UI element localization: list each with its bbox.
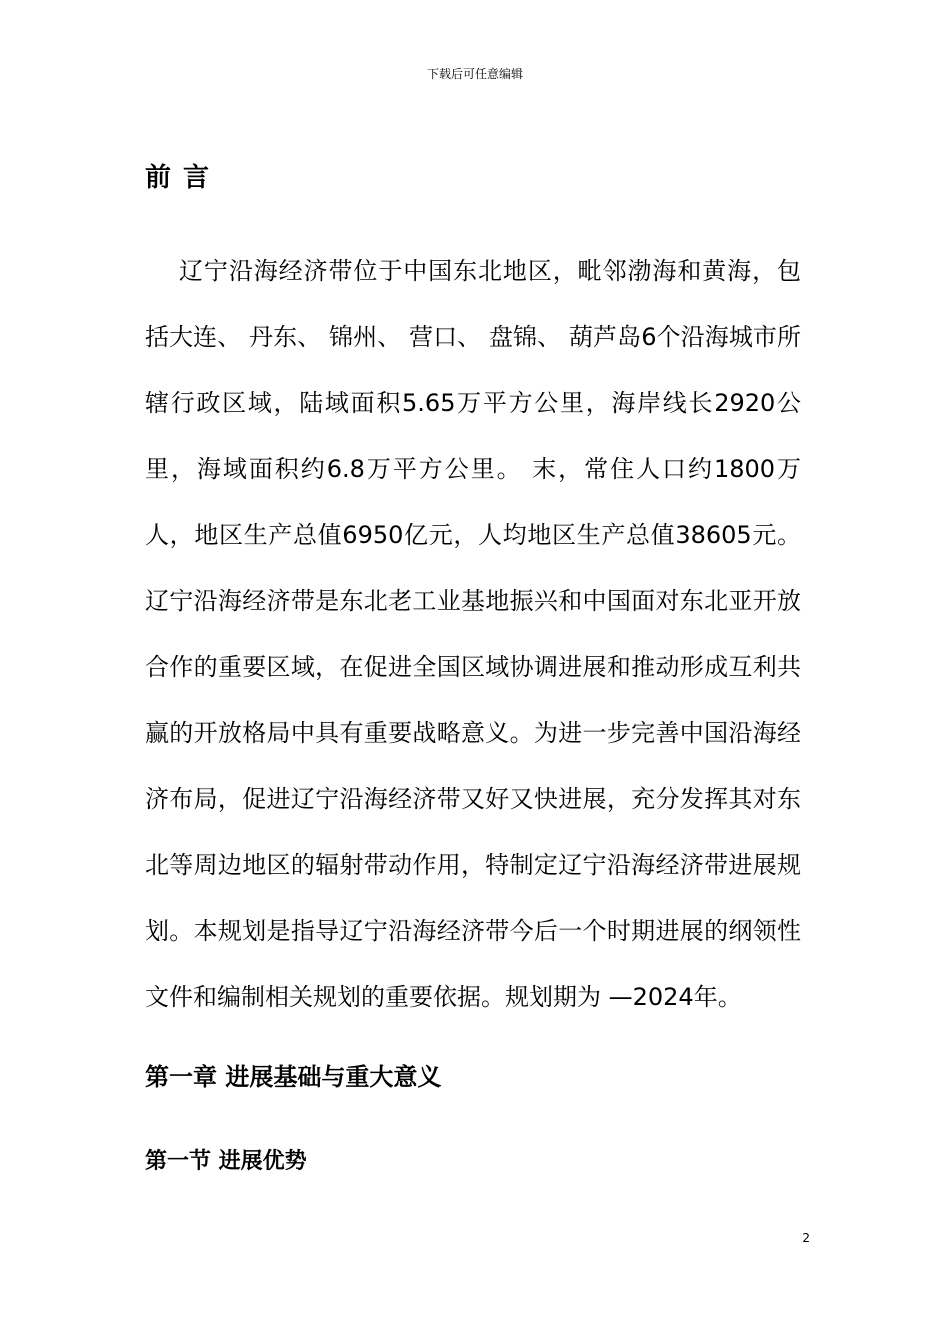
header-note: 下载后可任意编辑 (426, 67, 523, 81)
preface-title: 前言 (145, 163, 222, 193)
preface-paragraph: 辽宁沿海经济带位于中国东北地区，毗邻渤海和黄海，包括大连、 丹东、 锦州、 营口、 盘锦、 葫芦岛6个沿海城市所辖行政区域，陆域面积5.65万平方公里，海岸线长2920公里，海域面积约6.8万平方公里。 末，常住人口约1800万人，地区生产总值6950亿元，人均地区生产总值38605元。辽宁沿海经济带是东北老工业基地振兴和中国面对东北亚开放合作的重要区域，在促进全国区域协调进展和推动形成互利共赢的开放格局中具有重要战略意义。为进一步完善中国沿海经济布局，促进辽宁沿海经济带又好又快进展，充分发挥其对东北等周边地区的辐射带动作用，特制定辽宁沿海经济带进展规划。本规划是指导辽宁沿海经济带今后一个时期进展的纲领性文件和编制相关规划的重要依据。规划期为 —2024年。 (145, 257, 801, 1011)
section-heading: 第一节 进展优势 (145, 1149, 307, 1174)
chapter-heading: 第一章 进展基础与重大意义 (145, 1063, 442, 1091)
page-number: 2 (802, 1231, 810, 1245)
